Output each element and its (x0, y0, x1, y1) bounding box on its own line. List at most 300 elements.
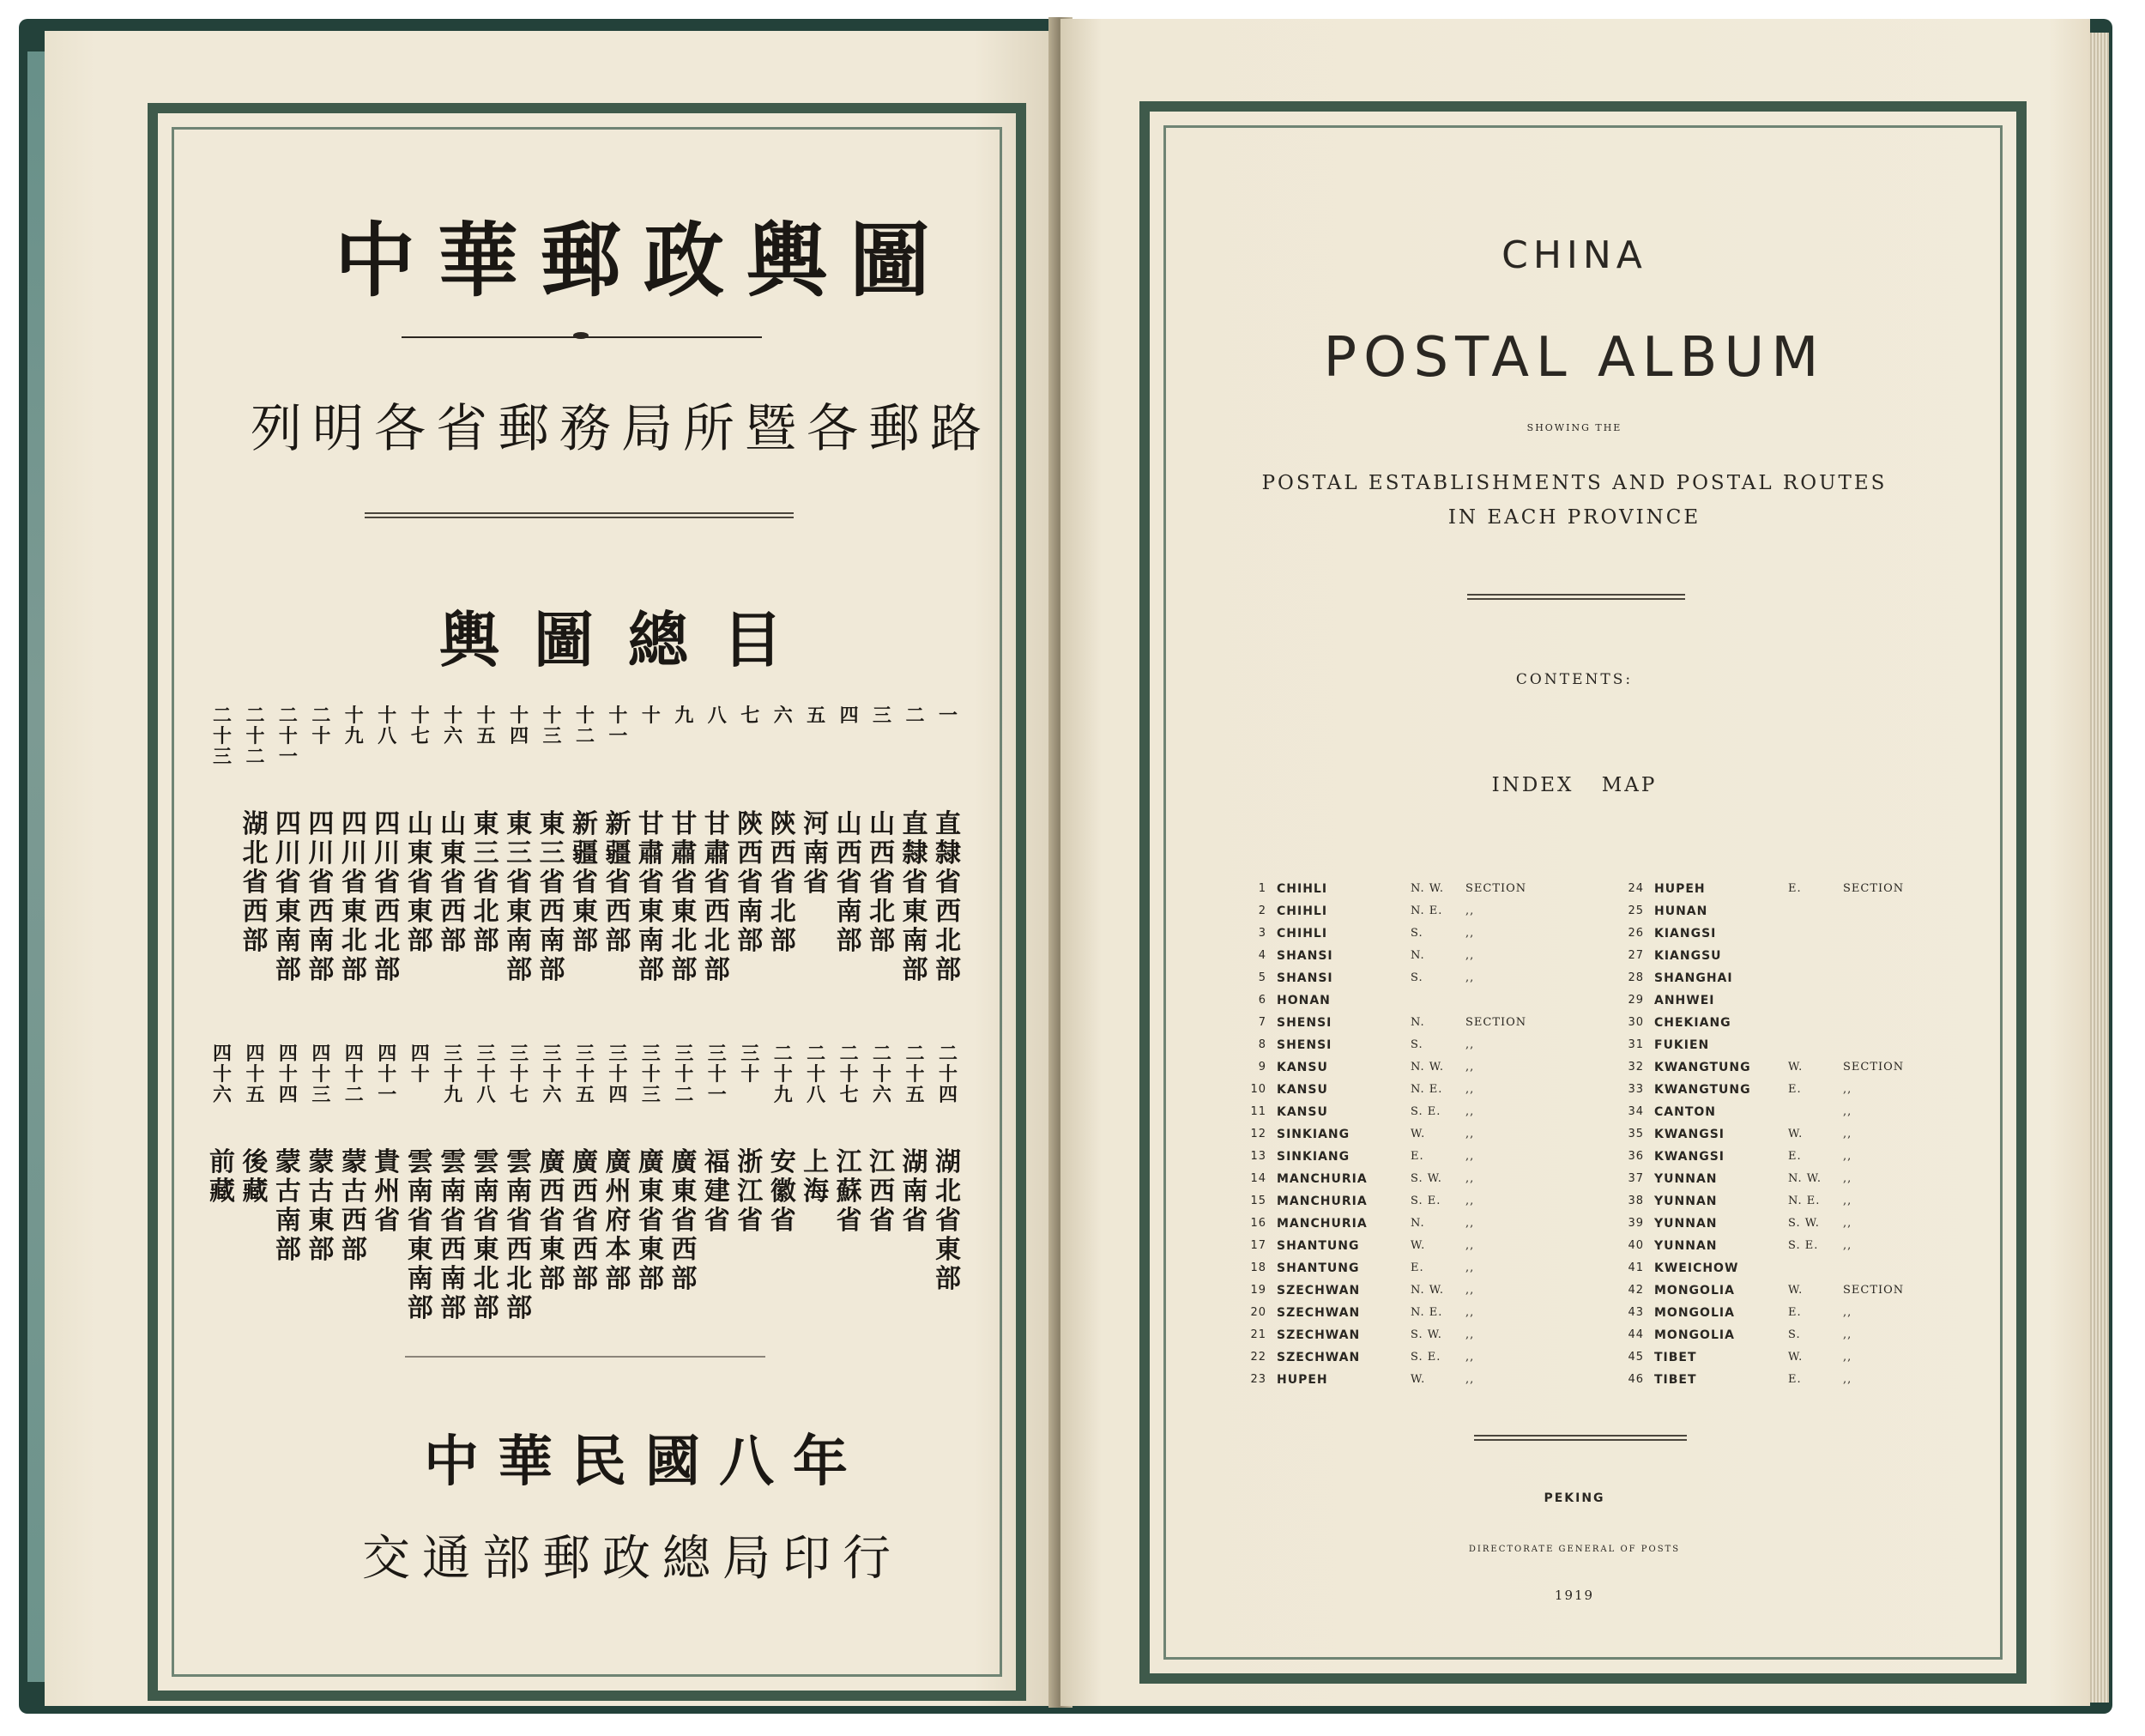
province-name: SINKIANG (1277, 1150, 1350, 1164)
section-label: ,, (1465, 1150, 1475, 1163)
entry-name: 廣 西 省 東 部 (539, 1147, 565, 1294)
map-number: 29 (1628, 994, 1644, 1007)
contents-column-entry (637, 1043, 666, 1323)
province-name: TIBET (1654, 1351, 1697, 1364)
province-name: YUNNAN (1654, 1217, 1718, 1231)
contents-column-entry (835, 705, 864, 985)
direction: N. W. (1411, 882, 1445, 895)
contents-column-entry (703, 1043, 732, 1323)
section-label: SECTION (1843, 1284, 1905, 1297)
entry-number: 十 一 (608, 705, 628, 747)
province-name: HUPEH (1654, 882, 1706, 896)
entry-name: 雲 南 省 西 南 部 (440, 1147, 467, 1323)
province-name: MANCHURIA (1277, 1217, 1368, 1231)
contents-column-entry (240, 1043, 269, 1323)
entry-number: 三 十 六 (542, 1043, 562, 1106)
province-name: SHENSI (1277, 1016, 1332, 1030)
direction: N. (1411, 949, 1425, 962)
section-label: ,, (1465, 1239, 1475, 1252)
contents-row (1618, 1351, 1979, 1373)
direction: N. (1411, 1016, 1425, 1029)
contents-column-entry (669, 1043, 698, 1323)
contents-row (1241, 1284, 1601, 1306)
contents-row (1241, 1239, 1601, 1261)
entry-name: 甘 肅 省 東 北 部 (671, 809, 698, 985)
province-name: MONGOLIA (1654, 1284, 1735, 1297)
map-number: 43 (1628, 1306, 1644, 1319)
contents-row (1241, 1172, 1601, 1195)
entry-number: 四 十 三 (311, 1043, 331, 1106)
section-label: ,, (1465, 1128, 1475, 1140)
direction: S. E. (1411, 1351, 1441, 1364)
divider-rule (405, 1356, 765, 1358)
contents-row (1618, 971, 1979, 994)
map-number: 12 (1250, 1128, 1266, 1140)
publication-date: 中華民國八年 (424, 1430, 867, 1494)
contents-row (1618, 1061, 1979, 1083)
map-number: 22 (1250, 1351, 1266, 1364)
contents-row (1618, 1328, 1979, 1351)
contents-column-1 (1241, 882, 1601, 1395)
section-label: ,, (1843, 1083, 1852, 1096)
contents-column-entry (571, 705, 600, 985)
direction: S. (1411, 1038, 1423, 1051)
entry-name: 前 藏 (209, 1147, 235, 1207)
entry-number: 九 (674, 705, 694, 727)
direction: W. (1411, 1373, 1426, 1386)
province-name: HONAN (1277, 994, 1331, 1007)
contents-column-entry (208, 705, 237, 985)
province-name: SINKIANG (1277, 1128, 1350, 1141)
contents-table-lower (208, 1043, 963, 1323)
section-label: SECTION (1465, 882, 1527, 895)
province-name: CANTON (1654, 1105, 1716, 1119)
directorate-line: DIRECTORATE GENERAL OF POSTS (1468, 1545, 1681, 1554)
map-number: 21 (1250, 1328, 1266, 1341)
section-label: ,, (1465, 949, 1475, 962)
province-name: KANSU (1277, 1105, 1328, 1119)
entry-name: 山 東 省 西 部 (440, 809, 467, 956)
map-number: 42 (1628, 1284, 1644, 1297)
section-label: ,, (1843, 1195, 1852, 1207)
direction: W. (1411, 1128, 1426, 1140)
title-china: CHINA (1502, 233, 1647, 277)
province-name: CHIHLI (1277, 904, 1328, 918)
contents-row (1618, 1083, 1979, 1105)
contents-row (1618, 1128, 1979, 1150)
province-name: SZECHWAN (1277, 1284, 1361, 1297)
map-number: 20 (1250, 1306, 1266, 1319)
entry-number: 三 十 二 (674, 1043, 694, 1106)
entry-name: 直 隸 省 東 南 部 (902, 809, 928, 985)
province-name: SZECHWAN (1277, 1351, 1361, 1364)
direction: E. (1411, 1150, 1424, 1163)
direction: W. (1788, 1351, 1804, 1364)
contents-row (1241, 1105, 1601, 1128)
entry-number: 六 (773, 705, 793, 727)
map-number: 18 (1250, 1261, 1266, 1274)
direction: N. E. (1788, 1195, 1821, 1207)
contents-column-entry (340, 705, 369, 985)
contents-row (1241, 971, 1601, 994)
publisher-line: 交通部郵政總局印行 (362, 1531, 903, 1587)
entry-name: 直 隸 省 西 北 部 (934, 809, 961, 985)
map-number: 11 (1250, 1105, 1266, 1118)
direction: S. (1411, 971, 1423, 984)
section-label: ,, (1465, 1195, 1475, 1207)
section-label: ,, (1843, 1150, 1852, 1163)
contents-column-entry (472, 705, 501, 985)
contents-row (1241, 1328, 1601, 1351)
direction: N. E. (1411, 1306, 1443, 1319)
map-number: 27 (1628, 949, 1644, 962)
contents-row (1618, 1239, 1979, 1261)
entry-name: 山 西 省 南 部 (836, 809, 862, 956)
entry-name: 甘 肅 省 東 南 部 (637, 809, 664, 985)
entry-name: 四 川 省 東 北 部 (341, 809, 367, 985)
map-number: 45 (1628, 1351, 1644, 1364)
entry-name: 蒙 古 東 部 (308, 1147, 335, 1265)
entry-name: 雲 南 省 東 南 部 (407, 1147, 433, 1323)
contents-column-entry (372, 1043, 402, 1323)
section-label: ,, (1465, 1083, 1475, 1096)
entry-number: 十 二 (575, 705, 595, 747)
contents-row (1618, 927, 1979, 949)
map-number: 19 (1250, 1284, 1266, 1297)
contents-column-entry (934, 705, 963, 985)
contents-row (1241, 927, 1601, 949)
province-name: SHANTUNG (1277, 1239, 1360, 1253)
section-label: ,, (1843, 1105, 1852, 1118)
entry-name: 湖 南 省 (902, 1147, 928, 1236)
entry-number: 十 四 (510, 705, 529, 747)
map-number: 31 (1628, 1038, 1644, 1051)
contents-row (1618, 1150, 1979, 1172)
contents-column-entry (438, 1043, 468, 1323)
province-name: KIANGSU (1654, 949, 1722, 963)
contents-row (1241, 1038, 1601, 1061)
showing-the-label: SHOWING THE (1526, 422, 1622, 433)
contents-column-entry (406, 705, 435, 985)
section-label: ,, (1843, 1306, 1852, 1319)
province-name: ANHWEI (1654, 994, 1715, 1007)
map-number: 40 (1628, 1239, 1644, 1252)
contents-row (1241, 1306, 1601, 1328)
index-map-label: INDEX MAP (1491, 774, 1658, 796)
page-edges (2090, 33, 2109, 1703)
entry-name: 四 川 省 東 南 部 (275, 809, 301, 985)
map-number: 9 (1258, 1061, 1266, 1074)
contents-row (1241, 1217, 1601, 1239)
contents-row (1618, 1217, 1979, 1239)
province-name: MANCHURIA (1277, 1195, 1368, 1208)
contents-column-entry (934, 1043, 963, 1323)
map-number: 30 (1628, 1016, 1644, 1029)
contents-column-entry (538, 1043, 567, 1323)
section-label: ,, (1843, 1217, 1852, 1230)
contents-column-entry (735, 705, 764, 985)
entry-number: 四 十 (410, 1043, 430, 1086)
entry-name: 山 西 省 北 部 (869, 809, 896, 956)
direction: S. (1788, 1328, 1801, 1341)
contents-row (1618, 1172, 1979, 1195)
description-line-1: POSTAL ESTABLISHMENTS AND POSTAL ROUTES (1261, 472, 1888, 494)
contents-row (1618, 1038, 1979, 1061)
contents-column-entry (571, 1043, 600, 1323)
entry-name: 廣 東 省 西 部 (671, 1147, 698, 1294)
entry-number: 三 十 一 (707, 1043, 727, 1106)
map-number: 26 (1628, 927, 1644, 940)
contents-table-upper (208, 705, 963, 985)
section-label: ,, (1465, 927, 1475, 940)
entry-number: 四 十 四 (278, 1043, 298, 1106)
entry-number: 十 三 (542, 705, 562, 747)
entry-number: 三 十 八 (476, 1043, 496, 1106)
contents-row (1241, 1261, 1601, 1284)
map-number: 1 (1258, 882, 1266, 895)
entry-number: 二 十 五 (905, 1043, 925, 1106)
section-label: ,, (1843, 1373, 1852, 1386)
map-number: 8 (1258, 1038, 1266, 1051)
section-label: ,, (1465, 904, 1475, 917)
map-number: 16 (1250, 1217, 1266, 1230)
contents-column-entry (274, 1043, 303, 1323)
contents-column-entry (801, 1043, 831, 1323)
contents-column-entry (603, 1043, 632, 1323)
contents-row (1618, 1261, 1979, 1284)
province-name: TIBET (1654, 1373, 1697, 1387)
entry-number: 二 十 八 (807, 1043, 826, 1106)
section-label: ,, (1465, 1373, 1475, 1386)
direction: N. E. (1411, 904, 1443, 917)
province-name: MONGOLIA (1654, 1306, 1735, 1320)
entry-name: 四 川 省 西 南 部 (308, 809, 335, 985)
entry-name: 福 建 省 (704, 1147, 730, 1236)
map-number: 15 (1250, 1195, 1266, 1207)
entry-name: 甘 肅 省 西 北 部 (704, 809, 730, 985)
contents-row (1618, 882, 1979, 904)
province-name: YUNNAN (1654, 1172, 1718, 1186)
direction: N. E. (1411, 1083, 1443, 1096)
direction: N. (1411, 1217, 1425, 1230)
map-number: 5 (1258, 971, 1266, 984)
province-name: CHIHLI (1277, 927, 1328, 941)
entry-number: 二 十 九 (773, 1043, 793, 1106)
contents-row (1618, 904, 1979, 927)
direction: E. (1788, 1306, 1802, 1319)
contents-row (1618, 1373, 1979, 1395)
contents-row (1241, 1016, 1601, 1038)
entry-name: 四 川 省 西 北 部 (374, 809, 401, 985)
section-label: ,, (1465, 1306, 1475, 1319)
contents-row (1241, 1373, 1601, 1395)
entry-name: 山 東 省 東 部 (407, 809, 433, 956)
direction: S. W. (1788, 1217, 1820, 1230)
direction: N. W. (1788, 1172, 1822, 1185)
entry-number: 二 十 一 (278, 705, 298, 768)
contents-column-entry (406, 1043, 435, 1323)
contents-row (1241, 1128, 1601, 1150)
contents-column-entry (306, 1043, 335, 1323)
contents-column-entry (867, 705, 897, 985)
entry-number: 三 (873, 705, 892, 727)
entry-number: 四 (839, 705, 859, 727)
entry-number: 四 十 二 (344, 1043, 364, 1106)
entry-name: 江 西 省 (869, 1147, 896, 1236)
map-number: 7 (1258, 1016, 1266, 1029)
entry-name: 上 海 (803, 1147, 830, 1207)
province-name: KWANGTUNG (1654, 1083, 1751, 1097)
entry-name: 雲 南 省 西 北 部 (506, 1147, 533, 1323)
province-name: KWEICHOW (1654, 1261, 1739, 1275)
map-number: 36 (1628, 1150, 1644, 1163)
direction: E. (1411, 1261, 1424, 1274)
province-name: YUNNAN (1654, 1239, 1718, 1253)
map-number: 39 (1628, 1217, 1644, 1230)
map-number: 25 (1628, 904, 1644, 917)
direction: S. W. (1411, 1172, 1442, 1185)
map-number: 32 (1628, 1061, 1644, 1074)
entry-number: 四 十 六 (212, 1043, 232, 1106)
entry-name: 江 蘇 省 (836, 1147, 862, 1236)
contents-column-entry (901, 705, 930, 985)
contents-column-entry (340, 1043, 369, 1323)
province-name: HUPEH (1277, 1373, 1328, 1387)
contents-row (1241, 1150, 1601, 1172)
section-label: ,, (1843, 1172, 1852, 1185)
direction: W. (1788, 1128, 1804, 1140)
contents-row (1241, 1083, 1601, 1105)
map-number: 17 (1250, 1239, 1266, 1252)
contents-row (1618, 1284, 1979, 1306)
map-number: 6 (1258, 994, 1266, 1007)
contents-column-entry (769, 705, 798, 985)
entry-name: 湖 北 省 西 部 (242, 809, 269, 956)
province-name: SHANSI (1277, 971, 1333, 985)
entry-number: 十 六 (444, 705, 463, 747)
map-number: 46 (1628, 1373, 1644, 1386)
direction: S. (1411, 927, 1423, 940)
contents-column-entry (208, 1043, 237, 1323)
entry-name: 浙 江 省 (737, 1147, 764, 1236)
section-label: ,, (1465, 971, 1475, 984)
entry-number: 三 十 九 (444, 1043, 463, 1106)
entry-name: 貴 州 省 (374, 1147, 401, 1236)
map-number: 38 (1628, 1195, 1644, 1207)
province-name: KWANGSI (1654, 1150, 1725, 1164)
direction: W. (1788, 1284, 1804, 1297)
map-number: 28 (1628, 971, 1644, 984)
entry-number: 一 (938, 705, 958, 727)
map-number: 34 (1628, 1105, 1644, 1118)
entry-number: 三 十 七 (510, 1043, 529, 1106)
province-name: SHANTUNG (1277, 1261, 1360, 1275)
contents-column-entry (472, 1043, 501, 1323)
contents-row (1618, 1016, 1979, 1038)
entry-number: 十 七 (410, 705, 430, 747)
entry-name: 蒙 古 南 部 (275, 1147, 301, 1265)
contents-column-entry (669, 705, 698, 985)
map-number: 14 (1250, 1172, 1266, 1185)
map-number: 4 (1258, 949, 1266, 962)
province-name: FUKIEN (1654, 1038, 1710, 1052)
contents-row (1618, 994, 1979, 1016)
entry-number: 八 (707, 705, 727, 727)
entry-name: 陝 西 省 南 部 (737, 809, 764, 956)
entry-name: 東 三 省 東 南 部 (506, 809, 533, 985)
province-name: MANCHURIA (1277, 1172, 1368, 1186)
section-label: ,, (1465, 1284, 1475, 1297)
direction: E. (1788, 1083, 1802, 1096)
contents-column-entry (735, 1043, 764, 1323)
contents-column-entry (372, 705, 402, 985)
contents-column-entry (274, 705, 303, 985)
map-number: 3 (1258, 927, 1266, 940)
direction: S. E. (1411, 1195, 1441, 1207)
spine-endpaper (27, 51, 46, 1682)
map-number: 13 (1250, 1150, 1266, 1163)
entry-number: 四 十 一 (378, 1043, 397, 1106)
province-name: SZECHWAN (1277, 1306, 1361, 1320)
contents-row (1618, 1195, 1979, 1217)
section-label: ,, (1843, 1351, 1852, 1364)
province-name: KANSU (1277, 1083, 1328, 1097)
entry-number: 二 十 六 (873, 1043, 892, 1106)
section-label: ,, (1465, 1172, 1475, 1185)
section-label: ,, (1465, 1351, 1475, 1364)
section-label: SECTION (1465, 1016, 1527, 1029)
entry-name: 廣 西 省 西 部 (571, 1147, 598, 1294)
contents-row (1241, 1351, 1601, 1373)
map-number: 35 (1628, 1128, 1644, 1140)
entry-name: 東 三 省 北 部 (473, 809, 499, 956)
section-label: ,, (1465, 1328, 1475, 1341)
map-number: 24 (1628, 882, 1644, 895)
section-label: ,, (1843, 1128, 1852, 1140)
contents-row (1618, 1306, 1979, 1328)
contents-row (1241, 904, 1601, 927)
contents-row (1241, 1195, 1601, 1217)
entry-number: 二 十 七 (839, 1043, 859, 1106)
contents-column-entry (438, 705, 468, 985)
contents-row (1241, 1061, 1601, 1083)
contents-column-entry (505, 705, 534, 985)
direction: E. (1788, 882, 1802, 895)
contents-column-entry (505, 1043, 534, 1323)
direction: E. (1788, 1373, 1802, 1386)
direction: W. (1788, 1061, 1804, 1074)
entry-name: 廣 州 府 本 部 (605, 1147, 631, 1294)
section-label: ,, (1465, 1061, 1475, 1074)
entry-number: 二 十 四 (938, 1043, 958, 1106)
entry-number: 二 (905, 705, 925, 727)
entry-number: 五 (807, 705, 826, 727)
entry-number: 三 十 四 (608, 1043, 628, 1106)
double-rule (365, 512, 794, 518)
province-name: SHENSI (1277, 1038, 1332, 1052)
entry-name: 河 南 省 (803, 809, 830, 898)
map-number: 33 (1628, 1083, 1644, 1096)
contents-column-entry (306, 705, 335, 985)
entry-number: 二 十 二 (245, 705, 265, 768)
contents-row (1241, 994, 1601, 1016)
contents-heading: 輿圖總目 (439, 604, 817, 675)
contents-row (1618, 1105, 1979, 1128)
entry-name: 東 三 省 西 南 部 (539, 809, 565, 985)
section-label: ,, (1465, 1217, 1475, 1230)
section-label: ,, (1465, 1105, 1475, 1118)
direction: E. (1788, 1150, 1802, 1163)
